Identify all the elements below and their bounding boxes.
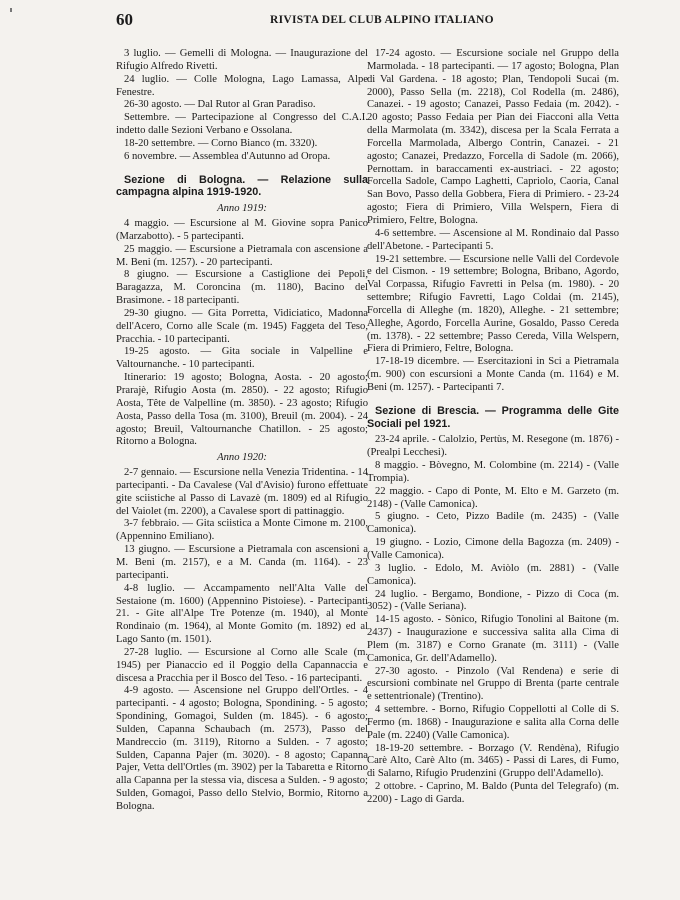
page-number: 60 (116, 10, 133, 29)
paragraph: 22 maggio. - Capo di Ponte, M. Elto e M. Garzeto (m. 2148) - (Valle Camonica). (367, 485, 619, 510)
running-title: RIVISTA DEL CLUB ALPINO ITALIANO (270, 14, 494, 26)
paragraph: 4-6 settembre. — Ascensione al M. Rondinaio dal Passo dell'Abetone. - Partecipanti 5. (367, 227, 619, 252)
paragraph: 3-7 febbraio. — Gita sciistica a Monte Cimone m. 2100, (Appennino Emiliano). (116, 518, 368, 543)
paragraph: 3 luglio. - Edolo, M. Aviòlo (m. 2881) - (Valle Camonica). (367, 562, 619, 587)
right-column (367, 48, 619, 807)
paragraph: 27-28 luglio. — Escursione al Corno alle Scale (m. 1945) per Pianaccio ed il Poggio della Capannaccia e discesa a Pracchia per il Bosco del Teso. - 16 partecipanti. (116, 646, 368, 684)
paragraph: 4-8 luglio. — Accampamento nell'Alta Valle del Sestaione (m. 1600) (Appennino Pistoiese). - Partecipanti 21. - Gite all'Alpe Tre Potenze (m. 1940), al Monte Rondinaio (m. 1964), al Monte Gomito (m. 1892) ed al Lago Santo (m. 1501). (116, 582, 368, 646)
paragraph: 18-19-20 settembre. - Borzago (V. Rendèna), Rifugio Carè Alto, Carè Alto (m. 3465) - Passi di Lares, di Fumo, di Salarno, Rifugio Prudenzini (Gruppo dell'Adamello). (367, 742, 619, 780)
paragraph: Itinerario: 19 agosto; Bologna, Aosta. - 20 agosto; Prarajè, Rifugio Aosta (m. 2850). - 22 agosto; Rifugio Aosta, Tête de Valpelline (m. 3850). - 23 agosto; Rifugio Aosta, Passo della Tosa (m. 3100), Breuil (m. 2004). - 24 agosto; Breuil, Valtournanche Chatillon. - 25 agosto; Ritorno a Bologna. (116, 372, 368, 448)
paragraph: 19-25 agosto. — Gita sociale in Valpelline e Valtournanche. - 10 partecipanti. (116, 346, 368, 371)
paragraph: 4 settembre. - Borno, Rifugio Coppellotti al Colle di S. Fermo (m. 1868) - Inaugurazione e salita alla Corna delle Pale (m. 2240) (Valle Camonica). (367, 704, 619, 741)
paragraph: 19 giugno. - Lozio, Cimone della Bagozza (m. 2409) - (Valle Camonica). (367, 537, 619, 561)
paragraph: 17-24 agosto. — Escursione sociale nel Gruppo della Marmolada. - 18 partecipanti. — 17 agosto; Bologna, Plan di Val Gardena. - 18 agosto; Plan, Tendopoli Sucai (m. 2000), Passo Sella (m. 2218), Col Rodella (m. 2486), Canazei. - 19 agosto; Canazei, Passo Fedaia (m. 2042). - 20 agosto; Passo Fedaia per Pian dei Fiacconi alla Vetta della Marmolata (m. 3342), discesa per la Scala Ferrata a Forcella Marmolada, Albergo Contrin, Canazei. - 21 agosto; Canazei, Predazzo, Forcella di Sadole (m. 2066), Pernottam. in baraccamenti ex-austriaci. - 22 agosto; Forcella Sadole, Campo Laghetti, Capriolo, Caoria, Canal San Bovo, Passo della Gobbera, Fiera di Primiero. - 23-24 agosto; Fiera di Primiero, Villa Welspern, Fiera di Primiero, Feltre, Bologna. (367, 48, 619, 226)
paragraph: 5 giugno. - Ceto, Pizzo Badile (m. 2435) - (Valle Camonica). (367, 511, 619, 536)
paragraph: 24 luglio. — Colle Mologna, Lago Lamassa, Alpe Fenestre. (116, 73, 368, 98)
paragraph: 13 giugno. — Escursione a Pietramala con ascensioni a M. Beni (m. 2157), e a M. Canda (m. 1164). - 23 partecipanti. (116, 544, 368, 581)
paragraph: 17-18-19 dicembre. — Esercitazioni in Sci a Pietramala (m. 900) con escursioni a Monte Canda (m. 1164) e M. Beni (m. 1257). - Partecipanti 7. (367, 356, 619, 393)
scan-mark (10, 8, 12, 12)
paragraph: 25 maggio. — Escursione a Pietramala con ascensione a M. Beni (m. 1257). - 20 partecipanti. (116, 243, 368, 268)
paragraph: 19-21 settembre. — Escursione nelle Valli del Cordevole e del Cismon. - 19 settembre; Bologna, Bribano, Agordo, Val Corpassa, Rifugio Favretti in Pelsa (m. 1980). - 20 settembre; Rifugio Favretti, Lago Coldai (m. 2145), Forcella di Alleghe (m. 1820), Alleghe. - 21 settembre; Alleghe, Agordo, Forcella Aurine, Gosaldo, Passo Cereda (m. 1378). - 22 settembre; Passo Cereda, Villa Welspern, Fiera di Primiero, Feltre, Bologna. (367, 253, 619, 355)
paragraph: 27-30 agosto. - Pinzolo (Val Rendena) e serie di escursioni combinate nel Gruppo di Brenta (parte centrale e settentrionale) (Trentino). (367, 665, 619, 703)
section-heading: Sezione di Brescia. — Programma delle Gite Sociali pel 1921. (367, 404, 619, 430)
paragraph: 3 luglio. — Gemelli di Mologna. — Inaugurazione del Rifugio Alfredo Rivetti. (116, 48, 368, 72)
year-heading: Anno 1919: (217, 203, 267, 215)
paragraph: 14-15 agosto. - Sònico, Rifugio Tonolini al Baitone (m. 2437) - Inaugurazione e successiva salita alla Cima di Plem (m. 3187) e Corno Granate (m. 3111) - (Valle Camonica, Gr. dell'Adamello). (367, 614, 619, 664)
paragraph: 4-9 agosto. — Ascensione nel Gruppo dell'Ortles. - 4 partecipanti. - 4 agosto; Bologna, Spondining. - 5 agosto; Spondining, Gomagoi, Sulden (m. 1845). - 6 agosto; Sulden, Capanna Schaubach (m. 2573), Passo del Mandreccio (m. 3119), Ritorno a Sulden. - 7 agosto; Sulden, Capanna Pajer (m. 3020). - 8 agosto; Capanna Pajer, Vetta dell'Ortles (m. 3902) per la Tabaretta e Ritorno alla Capanna per la stessa via, discesa a Sulden. - 9 agosto; Sulden, Gomagoi, Passo dello Stelvio, Bormio, Ritorno a Bologna. (116, 685, 368, 812)
paragraph: 26-30 agosto. — Dal Rutor al Gran Paradiso. (124, 99, 316, 111)
paragraph: 29-30 giugno. — Gita Porretta, Vidiciatico, Madonna dell'Acero, Corno alle Scale (m. 1945) Faggeta del Teso, Pracchia. - 10 partecipanti. (116, 307, 368, 345)
paragraph: 18-20 settembre. — Corno Bianco (m. 3320). (124, 137, 318, 149)
left-column (116, 48, 368, 814)
paragraph: 8 giugno. — Escursione a Castiglione dei Pepoli, Baragazza, M. Coroncina (m. 1180), Bacino del Brasimone. - 18 partecipanti. (116, 269, 368, 307)
paragraph: 24 luglio. - Bergamo, Bondione, - Pizzo di Coca (m. 3052) - (Valle Seriana). (367, 588, 619, 613)
paragraph: 2 ottobre. - Caprino, M. Baldo (Punta del Telegrafo) (m. 2200) - Lago di Garda. (367, 781, 619, 805)
paragraph: Settembre. — Partecipazione al Congresso del C.A.I. indetto dalle Sezioni Verbano e Ossolana. (116, 112, 368, 137)
year-heading: Anno 1920: (217, 452, 267, 464)
paragraph: 6 novembre. — Assemblea d'Autunno ad Oropa. (124, 150, 331, 162)
paragraph: 23-24 aprile. - Calolzio, Pertùs, M. Resegone (m. 1876) - (Prealpi Lecchesi). (367, 434, 619, 459)
paragraph: 8 maggio. - Bòvegno, M. Colombine (m. 2214) - (Valle Trompia). (367, 460, 619, 484)
section-heading: Sezione di Bologna. — Relazione sulla campagna alpina 1919-1920. (116, 173, 368, 199)
paragraph: 4 maggio. — Escursione al M. Giovine sopra Panico (Marzabotto). - 5 partecipanti. (116, 218, 368, 242)
page-header (0, 10, 680, 34)
paragraph: 2-7 gennaio. — Escursione nella Venezia Tridentina. - 14 partecipanti. - Da Cavalese (Val d'Avisio) furono effettuate gite sciistiche al Passo di Lavazè (m. 1809) ed al Rifugio del Vaiolet (m. 2200), a Cavalese sport di pattinaggio. (116, 467, 368, 517)
